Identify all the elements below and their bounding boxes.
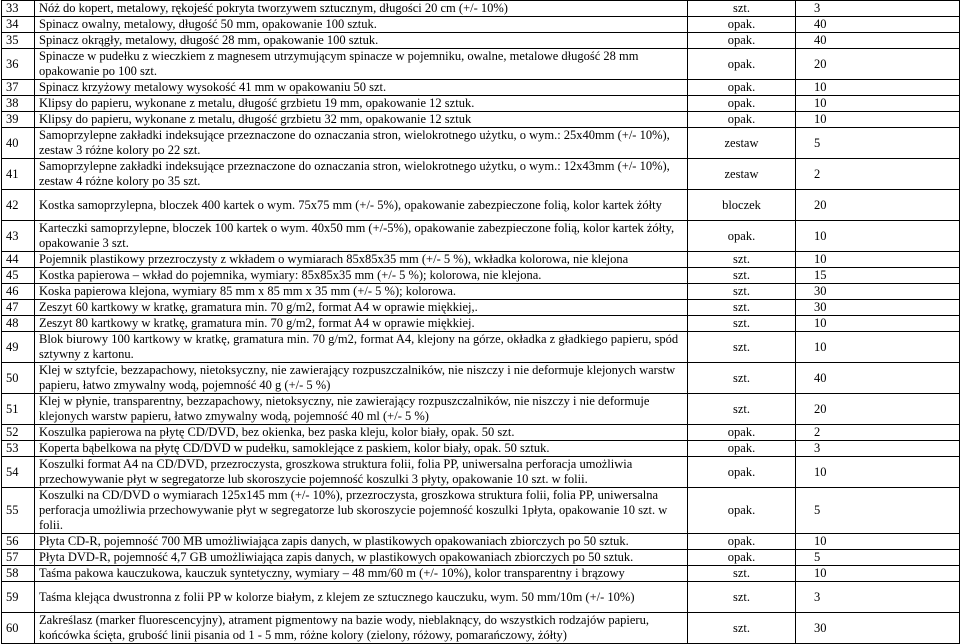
item-unit: szt. xyxy=(688,284,796,300)
table-row xyxy=(2,300,960,316)
table-row xyxy=(2,457,960,488)
item-quantity: 40 xyxy=(796,33,960,49)
item-unit: opak. xyxy=(688,112,796,128)
item-number: 58 xyxy=(2,566,35,582)
item-number: 49 xyxy=(2,332,35,363)
item-number: 40 xyxy=(2,128,35,159)
item-unit: szt. xyxy=(688,300,796,316)
item-description: Samoprzylepne zakładki indeksujące przeznaczone do oznaczania stron, wielokrotnego użytku, o wym.: 12x43mm (+/- 10%), zestaw 4 różne kolory po 35 szt. xyxy=(35,159,688,190)
item-number: 44 xyxy=(2,252,35,268)
item-unit: opak. xyxy=(688,425,796,441)
item-unit: opak. xyxy=(688,33,796,49)
table-row xyxy=(2,566,960,582)
table-row xyxy=(2,128,960,159)
item-number: 42 xyxy=(2,190,35,221)
item-unit: opak. xyxy=(688,488,796,534)
item-quantity: 5 xyxy=(796,488,960,534)
table-row xyxy=(2,332,960,363)
table-row xyxy=(2,316,960,332)
table-row xyxy=(2,1,960,17)
table-row xyxy=(2,441,960,457)
item-quantity: 10 xyxy=(796,534,960,550)
table-row xyxy=(2,550,960,566)
item-number: 39 xyxy=(2,112,35,128)
table-row xyxy=(2,190,960,221)
item-number: 60 xyxy=(2,613,35,644)
item-quantity: 20 xyxy=(796,49,960,80)
item-number: 53 xyxy=(2,441,35,457)
item-unit: szt. xyxy=(688,394,796,425)
item-unit: szt. xyxy=(688,332,796,363)
table-row xyxy=(2,613,960,644)
item-unit: zestaw xyxy=(688,159,796,190)
item-description: Nóż do kopert, metalowy, rękojeść pokryta tworzywem sztucznym, długości 20 cm (+/- 10%) xyxy=(35,1,688,17)
table-row xyxy=(2,252,960,268)
item-quantity: 3 xyxy=(796,441,960,457)
item-unit: opak. xyxy=(688,457,796,488)
item-quantity: 15 xyxy=(796,268,960,284)
item-quantity: 10 xyxy=(796,112,960,128)
item-unit: szt. xyxy=(688,1,796,17)
item-description: Koszulki format A4 na CD/DVD, przezroczysta, groszkowa struktura folii, folia PP, uniwersalna perforacja umożliwia przechowywanie płyt w segregatorze lub skoroszycie pojemność koszulki 3 płyty, opakowanie 10 szt. w folii. xyxy=(35,457,688,488)
item-number: 46 xyxy=(2,284,35,300)
item-quantity: 10 xyxy=(796,96,960,112)
table-row xyxy=(2,268,960,284)
item-number: 33 xyxy=(2,1,35,17)
table-row xyxy=(2,159,960,190)
item-unit: opak. xyxy=(688,49,796,80)
item-number: 45 xyxy=(2,268,35,284)
item-quantity: 20 xyxy=(796,190,960,221)
item-quantity: 10 xyxy=(796,332,960,363)
item-number: 35 xyxy=(2,33,35,49)
item-description: Koska papierowa klejona, wymiary 85 mm x 85 mm x 35 mm (+/- 5 %); kolorowa. xyxy=(35,284,688,300)
table-row xyxy=(2,17,960,33)
item-description: Kostka papierowa – wkład do pojemnika, wymiary: 85x85x35 mm (+/- 5 %); kolorowa, nie klejona. xyxy=(35,268,688,284)
item-quantity: 10 xyxy=(796,80,960,96)
table-row xyxy=(2,221,960,252)
item-quantity: 40 xyxy=(796,17,960,33)
item-description: Spinacz krzyżowy metalowy wysokość 41 mm w opakowaniu 50 szt. xyxy=(35,80,688,96)
item-quantity: 30 xyxy=(796,300,960,316)
item-unit: opak. xyxy=(688,96,796,112)
table-row xyxy=(2,49,960,80)
item-description: Samoprzylepne zakładki indeksujące przeznaczone do oznaczania stron, wielokrotnego użytku, o wym.: 25x40mm (+/- 10%), zestaw 3 różne kolory po 22 szt. xyxy=(35,128,688,159)
table-row xyxy=(2,284,960,300)
item-description: Koszulki na CD/DVD o wymiarach 125x145 mm (+/- 10%), przezroczysta, groszkowa struktura folii, folia PP, uniwersalna perforacja umożliwia przechowywanie płyt w segregatorze lub skoroszycie pojemność koszulki 1płyta, opakowanie 10 szt. w folii. xyxy=(35,488,688,534)
item-description: Spinacz okrągły, metalowy, długość 28 mm, opakowanie 100 sztuk. xyxy=(35,33,688,49)
item-quantity: 10 xyxy=(796,252,960,268)
item-description: Klipsy do papieru, wykonane z metalu, długość grzbietu 32 mm, opakowanie 12 sztuk xyxy=(35,112,688,128)
item-quantity: 3 xyxy=(796,582,960,613)
items-table xyxy=(1,0,960,644)
item-number: 48 xyxy=(2,316,35,332)
item-description: Blok biurowy 100 kartkowy w kratkę, gramatura min. 70 g/m2, format A4, klejony na górze, okładka z gładkiego papieru, spód sztywny z kartonu. xyxy=(35,332,688,363)
item-quantity: 10 xyxy=(796,566,960,582)
item-unit: opak. xyxy=(688,534,796,550)
item-number: 52 xyxy=(2,425,35,441)
item-description: Pojemnik plastikowy przezroczysty z wkładem o wymiarach 85x85x35 mm (+/- 5 %), wkładka kolorowa, nie klejona xyxy=(35,252,688,268)
item-unit: opak. xyxy=(688,17,796,33)
table-row xyxy=(2,96,960,112)
item-unit: szt. xyxy=(688,566,796,582)
item-number: 50 xyxy=(2,363,35,394)
item-number: 36 xyxy=(2,49,35,80)
item-number: 51 xyxy=(2,394,35,425)
item-number: 38 xyxy=(2,96,35,112)
item-quantity: 30 xyxy=(796,613,960,644)
item-description: Płyta CD-R, pojemność 700 MB umożliwiająca zapis danych, w plastikowych opakowaniach zbiorczych po 50 sztuk. xyxy=(35,534,688,550)
item-description: Kostka samoprzylepna, bloczek 400 kartek o wym. 75x75 mm (+/- 5%), opakowanie zabezpieczone folią, kolor kartek żółty xyxy=(35,190,688,221)
item-unit: opak. xyxy=(688,221,796,252)
item-description: Spinacze w pudełku z wieczkiem z magnesem utrzymującym spinacze w pojemniku, owalne, metalowe długość 28 mm opakowanie po 100 szt. xyxy=(35,49,688,80)
item-description: Spinacz owalny, metalowy, długość 50 mm, opakowanie 100 sztuk. xyxy=(35,17,688,33)
item-description: Karteczki samoprzylepne, bloczek 100 kartek o wym. 40x50 mm (+/-5%), opakowanie zabezpieczone folią, kolor kartek żółty, opakowanie 3 szt. xyxy=(35,221,688,252)
item-number: 56 xyxy=(2,534,35,550)
item-description: Zakreślasz (marker fluorescencyjny), atrament pigmentowy na bazie wody, nieblaknący, do wszystkich rodzajów papieru, końcówka ścięta, grubość linii pisania od 1 - 5 mm, różne kolory (zielony, różowy, pomarańczowy, żółty) xyxy=(35,613,688,644)
item-number: 43 xyxy=(2,221,35,252)
item-description: Klej w płynie, transparentny, bezzapachowy, nietoksyczny, nie zawierający rozpuszczalników, nie niszczy i nie deformuje klejonych warstw papieru, łatwo zmywalny wodą, pojemność 40 ml (+/- 5 %) xyxy=(35,394,688,425)
item-unit: opak. xyxy=(688,550,796,566)
item-quantity: 2 xyxy=(796,425,960,441)
table-row xyxy=(2,425,960,441)
item-description: Koszulka papierowa na płytę CD/DVD, bez okienka, bez paska kleju, kolor biały, opak. 50 szt. xyxy=(35,425,688,441)
item-quantity: 10 xyxy=(796,221,960,252)
table-row xyxy=(2,112,960,128)
item-unit: szt. xyxy=(688,582,796,613)
item-number: 57 xyxy=(2,550,35,566)
item-number: 34 xyxy=(2,17,35,33)
item-number: 54 xyxy=(2,457,35,488)
item-quantity: 2 xyxy=(796,159,960,190)
item-description: Taśma klejąca dwustronna z folii PP w kolorze białym, z klejem ze sztucznego kauczuku, wym. 50 mm/10m (+/- 10%) xyxy=(35,582,688,613)
table-row xyxy=(2,534,960,550)
item-quantity: 40 xyxy=(796,363,960,394)
item-unit: zestaw xyxy=(688,128,796,159)
item-description: Klipsy do papieru, wykonane z metalu, długość grzbietu 19 mm, opakowanie 12 sztuk. xyxy=(35,96,688,112)
item-quantity: 20 xyxy=(796,394,960,425)
table-row xyxy=(2,363,960,394)
item-unit: szt. xyxy=(688,252,796,268)
item-quantity: 5 xyxy=(796,550,960,566)
item-unit: szt. xyxy=(688,316,796,332)
table-row xyxy=(2,80,960,96)
item-description: Płyta DVD-R, pojemność 4,7 GB umożliwiająca zapis danych, w plastikowych opakowaniach zbiorczych po 50 sztuk. xyxy=(35,550,688,566)
item-description: Taśma pakowa kauczukowa, kauczuk syntetyczny, wymiary – 48 mm/60 m (+/- 10%), kolor transparentny i brązowy xyxy=(35,566,688,582)
item-number: 37 xyxy=(2,80,35,96)
item-quantity: 5 xyxy=(796,128,960,159)
items-table-body xyxy=(2,1,960,644)
item-unit: opak. xyxy=(688,80,796,96)
table-row xyxy=(2,582,960,613)
item-unit: szt. xyxy=(688,268,796,284)
item-quantity: 10 xyxy=(796,457,960,488)
item-quantity: 10 xyxy=(796,316,960,332)
table-row xyxy=(2,488,960,534)
item-unit: szt. xyxy=(688,613,796,644)
item-unit: opak. xyxy=(688,441,796,457)
item-unit: szt. xyxy=(688,363,796,394)
item-number: 59 xyxy=(2,582,35,613)
item-description: Koperta bąbelkowa na płytę CD/DVD w pudełku, samoklejące z paskiem, kolor biały, opak. 50 sztuk. xyxy=(35,441,688,457)
item-quantity: 3 xyxy=(796,1,960,17)
item-description: Zeszyt 80 kartkowy w kratkę, gramatura min. 70 g/m2, format A4 w oprawie miękkiej. xyxy=(35,316,688,332)
item-unit: bloczek xyxy=(688,190,796,221)
table-row xyxy=(2,394,960,425)
item-description: Klej w sztyfcie, bezzapachowy, nietoksyczny, nie zawierający rozpuszczalników, nie niszczy i nie deformuje klejonych warstw papieru, łatwo zmywalny wodą, pojemność 40 g (+/- 5 %) xyxy=(35,363,688,394)
item-number: 47 xyxy=(2,300,35,316)
item-number: 41 xyxy=(2,159,35,190)
item-number: 55 xyxy=(2,488,35,534)
table-row xyxy=(2,33,960,49)
item-quantity: 30 xyxy=(796,284,960,300)
item-description: Zeszyt 60 kartkowy w kratkę, gramatura min. 70 g/m2, format A4 w oprawie miękkiej,. xyxy=(35,300,688,316)
